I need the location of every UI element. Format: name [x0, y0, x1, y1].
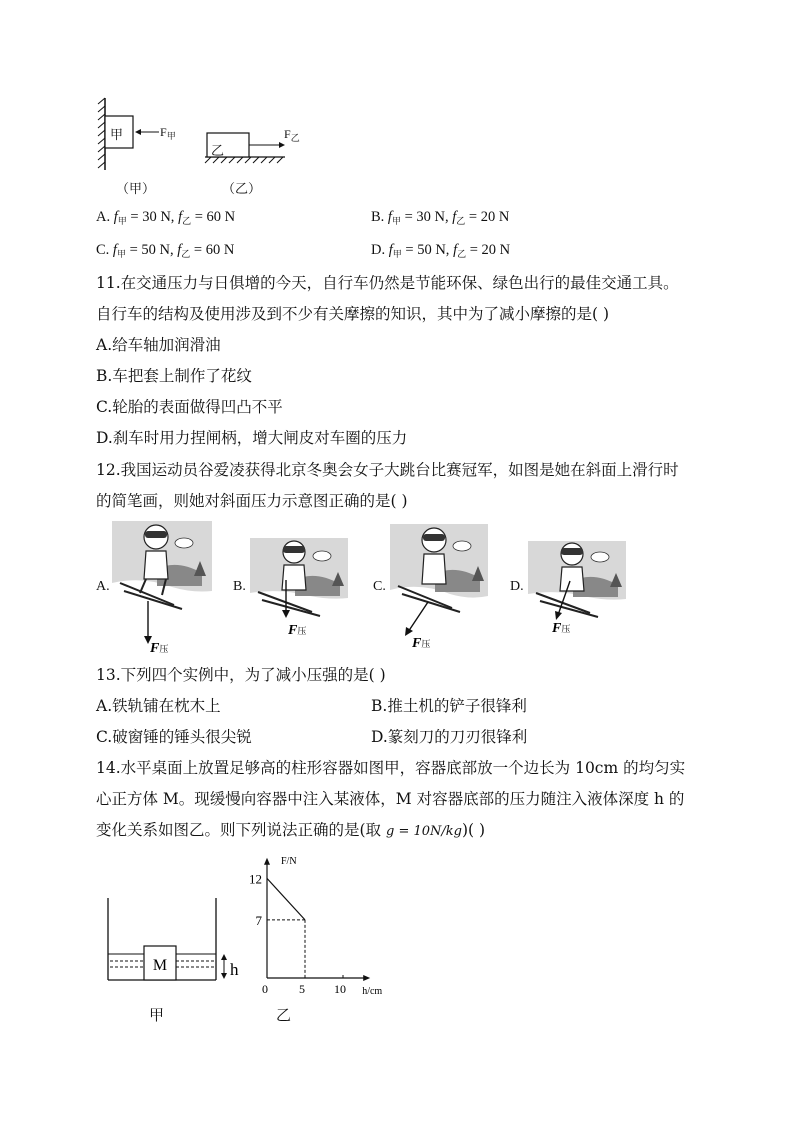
- skier-picture-a[interactable]: [112, 521, 212, 656]
- data-series-line: [267, 878, 305, 920]
- q13-option-a[interactable]: A.铁轨铺在枕木上: [96, 697, 221, 715]
- q10-option-d[interactable]: D. $f_甲 = 50$ N, $f_乙 = 20$ N: [371, 242, 511, 259]
- force-yi-label: $F_乙$: [284, 127, 300, 143]
- y-tick-label: 12: [249, 871, 262, 887]
- depth-label: h: [230, 960, 239, 979]
- q13-option-c[interactable]: C.破窗锤的锤头很尖锐: [96, 728, 252, 746]
- force-label-d: F压: [552, 621, 571, 636]
- q13-option-b[interactable]: B.推土机的铲子很锋利: [371, 697, 527, 715]
- q14-stem-line2: 心正方体 M。现缓慢向容器中注入某液体，M 对容器底部的压力随注入液体深度 h 的: [96, 790, 685, 808]
- y-axis-label: F/N: [281, 855, 297, 867]
- q14-stem-line1: 14.水平桌面上放置足够高的柱形容器如图甲，容器底部放一个边长为 10cm 的均匀实: [96, 759, 686, 777]
- x-tick-label: 10: [334, 982, 346, 996]
- q11-stem-line2: 自行车的结构及使用涉及到不少有关摩擦的知识，其中为了减小摩擦的是( ): [96, 305, 610, 323]
- q10-option-b[interactable]: B. $f_甲 = 30$ N, $f_乙 = 20$ N: [371, 209, 510, 226]
- q12-label-a[interactable]: A.: [96, 579, 110, 594]
- x-tick-label: 5: [299, 982, 305, 996]
- force-label-b: F压: [288, 623, 307, 638]
- q12-label-c[interactable]: C.: [373, 579, 386, 594]
- q10-option-c[interactable]: C. $f_甲 = 50$ N, $f_乙 = 60$ N: [96, 242, 235, 259]
- q13-stem: 13.下列四个实例中，为了减小压强的是( ): [96, 666, 386, 684]
- force-label-a: F压: [150, 641, 169, 656]
- q12-stem-line2: 的简笔画，则她对斜面压力示意图正确的是( ): [96, 492, 408, 510]
- container-figure: [100, 890, 250, 990]
- skier-picture-c[interactable]: [390, 524, 490, 652]
- force-depth-chart: [240, 850, 400, 1000]
- caption-jia: （甲）: [116, 182, 156, 197]
- q11-option-c[interactable]: C.轮胎的表面做得凹凸不平: [96, 398, 283, 416]
- force-label-c: F压: [412, 636, 431, 651]
- x-tick-label: 0: [262, 982, 268, 996]
- caption-yi: （乙）: [222, 182, 262, 197]
- q12-label-d[interactable]: D.: [510, 579, 524, 594]
- y-tick-label: 7: [255, 912, 262, 928]
- block-jia-label: 甲: [110, 128, 124, 143]
- q13-option-d[interactable]: D.篆刻刀的刀刃很锋利: [371, 728, 528, 746]
- friction-figure: [95, 94, 295, 176]
- force-jia-label: $F_甲$: [160, 125, 176, 141]
- skier-picture-d[interactable]: [528, 541, 628, 637]
- caption-graph-yi: 乙: [276, 1006, 292, 1024]
- q11-option-a[interactable]: A.给车轴加润滑油: [96, 336, 221, 354]
- skier-picture-b[interactable]: [250, 538, 350, 640]
- q12-stem-line1: 12.我国运动员谷爱凌获得北京冬奥会女子大跳台比赛冠军，如图是她在斜面上滑行时: [96, 461, 679, 479]
- x-axis-label: h/cm: [362, 986, 383, 997]
- q12-label-b[interactable]: B.: [233, 579, 246, 594]
- q11-stem-line1: 11.在交通压力与日俱增的今天，自行车仍然是节能环保、绿色出行的最佳交通工具。: [96, 274, 679, 292]
- q11-option-d[interactable]: D.刹车时用力捏闸柄，增大闸皮对车圈的压力: [96, 429, 408, 447]
- x-axis-arrow: [363, 975, 370, 981]
- y-axis-arrow: [264, 858, 270, 865]
- caption-container-jia: 甲: [149, 1006, 165, 1024]
- cube-label: M: [152, 957, 168, 974]
- q10-option-a[interactable]: A. $f_甲 = 30$ N, $f_乙 = 60$ N: [96, 209, 236, 226]
- q11-option-b[interactable]: B.车把套上制作了花纹: [96, 367, 252, 385]
- block-yi-label: 乙: [211, 144, 225, 159]
- q14-stem-line3: 变化关系如图乙。则下列说法正确的是(取 g = 10N/kg)( ): [96, 821, 486, 839]
